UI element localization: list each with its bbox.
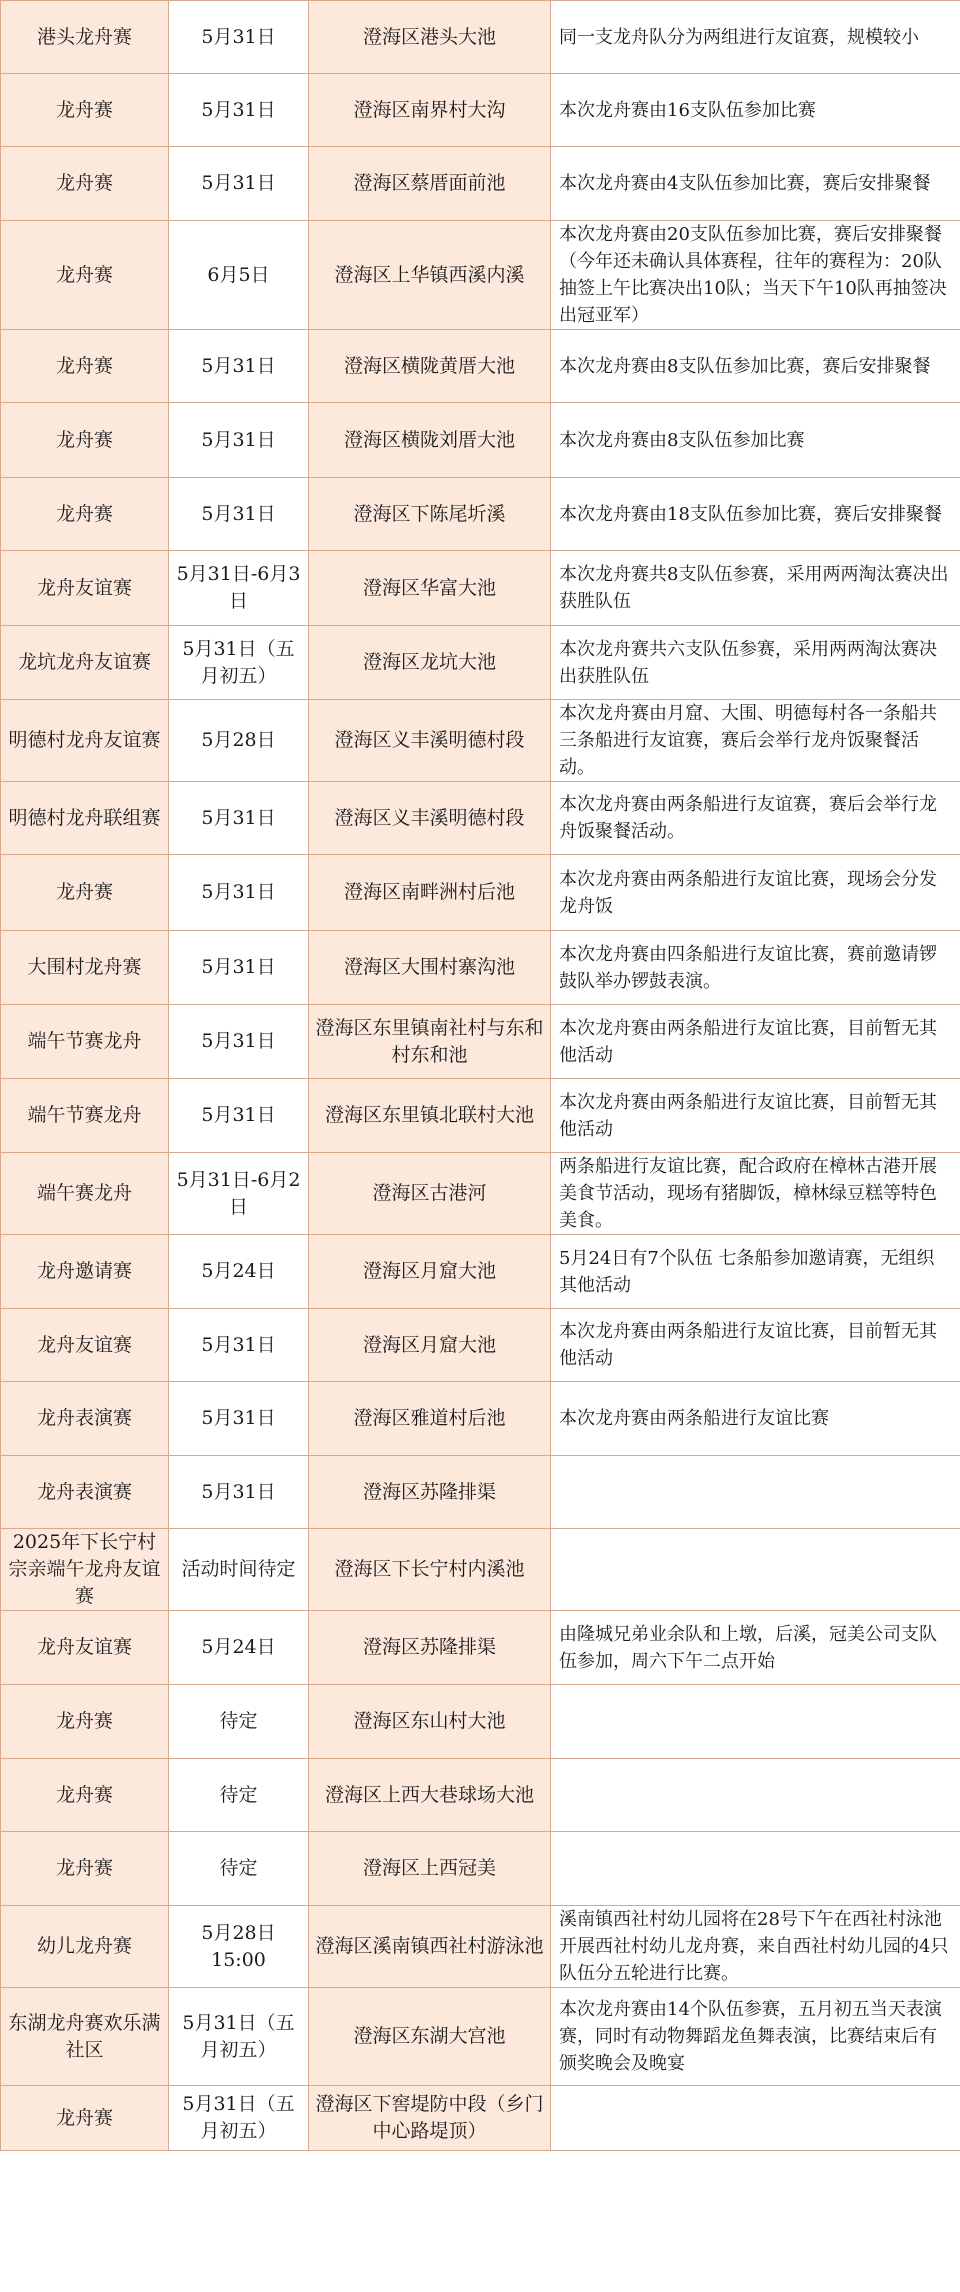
table-row — [1, 2086, 960, 2151]
event-location: 澄海区横陇刘厝大池 — [309, 403, 551, 478]
event-location: 澄海区东里镇南社村与东和村东和池 — [309, 1005, 551, 1079]
event-date: 5月31日 — [169, 1382, 309, 1456]
event-name: 龙舟赛 — [1, 403, 169, 478]
table-row — [1, 478, 960, 551]
event-description — [551, 1529, 960, 1611]
event-date: 5月31日 — [169, 1309, 309, 1382]
event-date: 5月24日 — [169, 1611, 309, 1685]
event-location: 澄海区雅道村后池 — [309, 1382, 551, 1456]
event-date: 5月31日 — [169, 1456, 309, 1529]
event-date: 5月31日 — [169, 403, 309, 478]
table-row — [1, 403, 960, 478]
table-row — [1, 855, 960, 931]
table-row — [1, 1005, 960, 1079]
table-row — [1, 1, 960, 74]
event-location: 澄海区义丰溪明德村段 — [309, 782, 551, 855]
event-date: 5月31日 — [169, 782, 309, 855]
event-description: 同一支龙舟队分为两组进行友谊赛，规模较小 — [551, 1, 960, 74]
event-date: 5月31日 — [169, 1005, 309, 1079]
table-row — [1, 1456, 960, 1529]
event-description: 本次龙舟赛由16支队伍参加比赛 — [551, 74, 960, 147]
event-name: 龙舟赛 — [1, 221, 169, 330]
event-name: 大围村龙舟赛 — [1, 931, 169, 1005]
event-location: 澄海区月窟大池 — [309, 1309, 551, 1382]
event-location: 澄海区蔡厝面前池 — [309, 147, 551, 221]
event-location: 澄海区横陇黄厝大池 — [309, 330, 551, 403]
event-name: 端午节赛龙舟 — [1, 1079, 169, 1153]
event-description: 本次龙舟赛共六支队伍参赛，采用两两淘汰赛决出获胜队伍 — [551, 626, 960, 700]
table-row — [1, 1611, 960, 1685]
event-name: 龙舟友谊赛 — [1, 551, 169, 626]
event-name: 2025年下长宁村宗亲端午龙舟友谊赛 — [1, 1529, 169, 1611]
event-name: 明德村龙舟联组赛 — [1, 782, 169, 855]
event-description: 本次龙舟赛由月窟、大围、明德每村各一条船共三条船进行友谊赛，赛后会举行龙舟饭聚餐活动。 — [551, 700, 960, 782]
event-description: 本次龙舟赛由四条船进行友谊比赛，赛前邀请锣鼓队举办锣鼓表演。 — [551, 931, 960, 1005]
table-row — [1, 1153, 960, 1235]
event-name: 龙舟友谊赛 — [1, 1611, 169, 1685]
event-location: 澄海区古港河 — [309, 1153, 551, 1235]
event-date: 待定 — [169, 1759, 309, 1832]
event-date: 5月31日 — [169, 1079, 309, 1153]
table-row — [1, 1988, 960, 2086]
event-name: 端午节赛龙舟 — [1, 1005, 169, 1079]
event-date: 6月5日 — [169, 221, 309, 330]
event-location: 澄海区下窖堤防中段（乡门中心路堤顶） — [309, 2086, 551, 2151]
event-description: 本次龙舟赛由14个队伍参赛，五月初五当天表演赛，同时有动物舞蹈龙鱼舞表演，比赛结束后有颁奖晚会及晚宴 — [551, 1988, 960, 2086]
table-row — [1, 551, 960, 626]
table-row — [1, 931, 960, 1005]
event-description: 本次龙舟赛由4支队伍参加比赛，赛后安排聚餐 — [551, 147, 960, 221]
table-row — [1, 782, 960, 855]
event-name: 龙舟赛 — [1, 2086, 169, 2151]
event-date: 5月24日 — [169, 1235, 309, 1309]
event-description: 本次龙舟赛由两条船进行友谊赛，赛后会举行龙舟饭聚餐活动。 — [551, 782, 960, 855]
table-row — [1, 1685, 960, 1759]
event-description: 5月24日有7个队伍 七条船参加邀请赛，无组织其他活动 — [551, 1235, 960, 1309]
event-description — [551, 2086, 960, 2151]
event-location: 澄海区华富大池 — [309, 551, 551, 626]
event-description: 本次龙舟赛由18支队伍参加比赛，赛后安排聚餐 — [551, 478, 960, 551]
event-date: 5月31日（五月初五） — [169, 2086, 309, 2151]
event-name: 龙舟赛 — [1, 147, 169, 221]
event-location: 澄海区溪南镇西社村游泳池 — [309, 1906, 551, 1988]
event-name: 龙舟表演赛 — [1, 1456, 169, 1529]
event-name: 龙舟赛 — [1, 1832, 169, 1906]
event-description: 本次龙舟赛由两条船进行友谊比赛，目前暂无其他活动 — [551, 1079, 960, 1153]
event-description: 由隆城兄弟业余队和上墩，后溪，冠美公司支队伍参加，周六下午二点开始 — [551, 1611, 960, 1685]
table-row — [1, 1382, 960, 1456]
event-location: 澄海区龙坑大池 — [309, 626, 551, 700]
event-name: 龙舟友谊赛 — [1, 1309, 169, 1382]
event-location: 澄海区月窟大池 — [309, 1235, 551, 1309]
event-description: 本次龙舟赛由8支队伍参加比赛，赛后安排聚餐 — [551, 330, 960, 403]
event-date: 5月31日 — [169, 931, 309, 1005]
event-description — [551, 1456, 960, 1529]
event-name: 幼儿龙舟赛 — [1, 1906, 169, 1988]
event-date: 5月31日 — [169, 478, 309, 551]
event-name: 港头龙舟赛 — [1, 1, 169, 74]
table-row — [1, 700, 960, 782]
event-name: 龙舟赛 — [1, 74, 169, 147]
table-row — [1, 1529, 960, 1611]
event-description: 本次龙舟赛由20支队伍参加比赛，赛后安排聚餐（今年还未确认具体赛程，往年的赛程为：20队抽签上午比赛决出10队；当天下午10队再抽签决出冠亚军） — [551, 221, 960, 330]
table-row — [1, 330, 960, 403]
event-description — [551, 1685, 960, 1759]
event-date: 5月31日 — [169, 855, 309, 931]
event-description: 本次龙舟赛由两条船进行友谊比赛，现场会分发龙舟饭 — [551, 855, 960, 931]
event-date: 活动时间待定 — [169, 1529, 309, 1611]
event-date: 待定 — [169, 1832, 309, 1906]
event-name: 东湖龙舟赛欢乐满社区 — [1, 1988, 169, 2086]
table-row — [1, 221, 960, 330]
table-row — [1, 626, 960, 700]
event-location: 澄海区东里镇北联村大池 — [309, 1079, 551, 1153]
event-date: 5月31日 — [169, 147, 309, 221]
event-location: 澄海区东湖大宫池 — [309, 1988, 551, 2086]
event-location: 澄海区上西冠美 — [309, 1832, 551, 1906]
table-row — [1, 1906, 960, 1988]
event-location: 澄海区义丰溪明德村段 — [309, 700, 551, 782]
event-date: 5月31日-6月2日 — [169, 1153, 309, 1235]
event-location: 澄海区东山村大池 — [309, 1685, 551, 1759]
event-name: 龙坑龙舟友谊赛 — [1, 626, 169, 700]
event-date: 5月28日 — [169, 700, 309, 782]
event-name: 龙舟赛 — [1, 330, 169, 403]
event-name: 端午赛龙舟 — [1, 1153, 169, 1235]
event-date: 5月31日 — [169, 330, 309, 403]
event-description: 本次龙舟赛由两条船进行友谊比赛，目前暂无其他活动 — [551, 1005, 960, 1079]
event-name: 龙舟邀请赛 — [1, 1235, 169, 1309]
event-name: 龙舟表演赛 — [1, 1382, 169, 1456]
event-description — [551, 1832, 960, 1906]
event-location: 澄海区上华镇西溪内溪 — [309, 221, 551, 330]
event-description: 本次龙舟赛共8支队伍参赛，采用两两淘汰赛决出获胜队伍 — [551, 551, 960, 626]
event-name: 明德村龙舟友谊赛 — [1, 700, 169, 782]
table-row — [1, 147, 960, 221]
event-description: 本次龙舟赛由8支队伍参加比赛 — [551, 403, 960, 478]
event-location: 澄海区苏隆排渠 — [309, 1611, 551, 1685]
event-description: 本次龙舟赛由两条船进行友谊比赛 — [551, 1382, 960, 1456]
table-row — [1, 1235, 960, 1309]
event-date: 5月31日（五月初五） — [169, 1988, 309, 2086]
event-date: 5月28日15:00 — [169, 1906, 309, 1988]
event-name: 龙舟赛 — [1, 1685, 169, 1759]
table-row — [1, 74, 960, 147]
event-location: 澄海区大围村寨沟池 — [309, 931, 551, 1005]
event-location: 澄海区下长宁村内溪池 — [309, 1529, 551, 1611]
event-date: 5月31日 — [169, 74, 309, 147]
event-location: 澄海区上西大巷球场大池 — [309, 1759, 551, 1832]
event-description: 本次龙舟赛由两条船进行友谊比赛，目前暂无其他活动 — [551, 1309, 960, 1382]
event-location: 澄海区苏隆排渠 — [309, 1456, 551, 1529]
event-description: 溪南镇西社村幼儿园将在28号下午在西社村泳池开展西社村幼儿龙舟赛，来自西社村幼儿园的4只队伍分五轮进行比赛。 — [551, 1906, 960, 1988]
event-name: 龙舟赛 — [1, 478, 169, 551]
table-row — [1, 1079, 960, 1153]
event-name: 龙舟赛 — [1, 1759, 169, 1832]
event-date: 5月31日-6月3日 — [169, 551, 309, 626]
event-name: 龙舟赛 — [1, 855, 169, 931]
event-date: 5月31日 — [169, 1, 309, 74]
table-row — [1, 1309, 960, 1382]
event-location: 澄海区下陈尾圻溪 — [309, 478, 551, 551]
event-date: 待定 — [169, 1685, 309, 1759]
event-description: 两条船进行友谊比赛，配合政府在樟林古港开展美食节活动，现场有猪脚饭，樟林绿豆糕等特色美食。 — [551, 1153, 960, 1235]
event-location: 澄海区南界村大沟 — [309, 74, 551, 147]
event-description — [551, 1759, 960, 1832]
table-row — [1, 1759, 960, 1832]
event-date: 5月31日（五月初五） — [169, 626, 309, 700]
event-location: 澄海区南畔洲村后池 — [309, 855, 551, 931]
table-row — [1, 1832, 960, 1906]
event-location: 澄海区港头大池 — [309, 1, 551, 74]
